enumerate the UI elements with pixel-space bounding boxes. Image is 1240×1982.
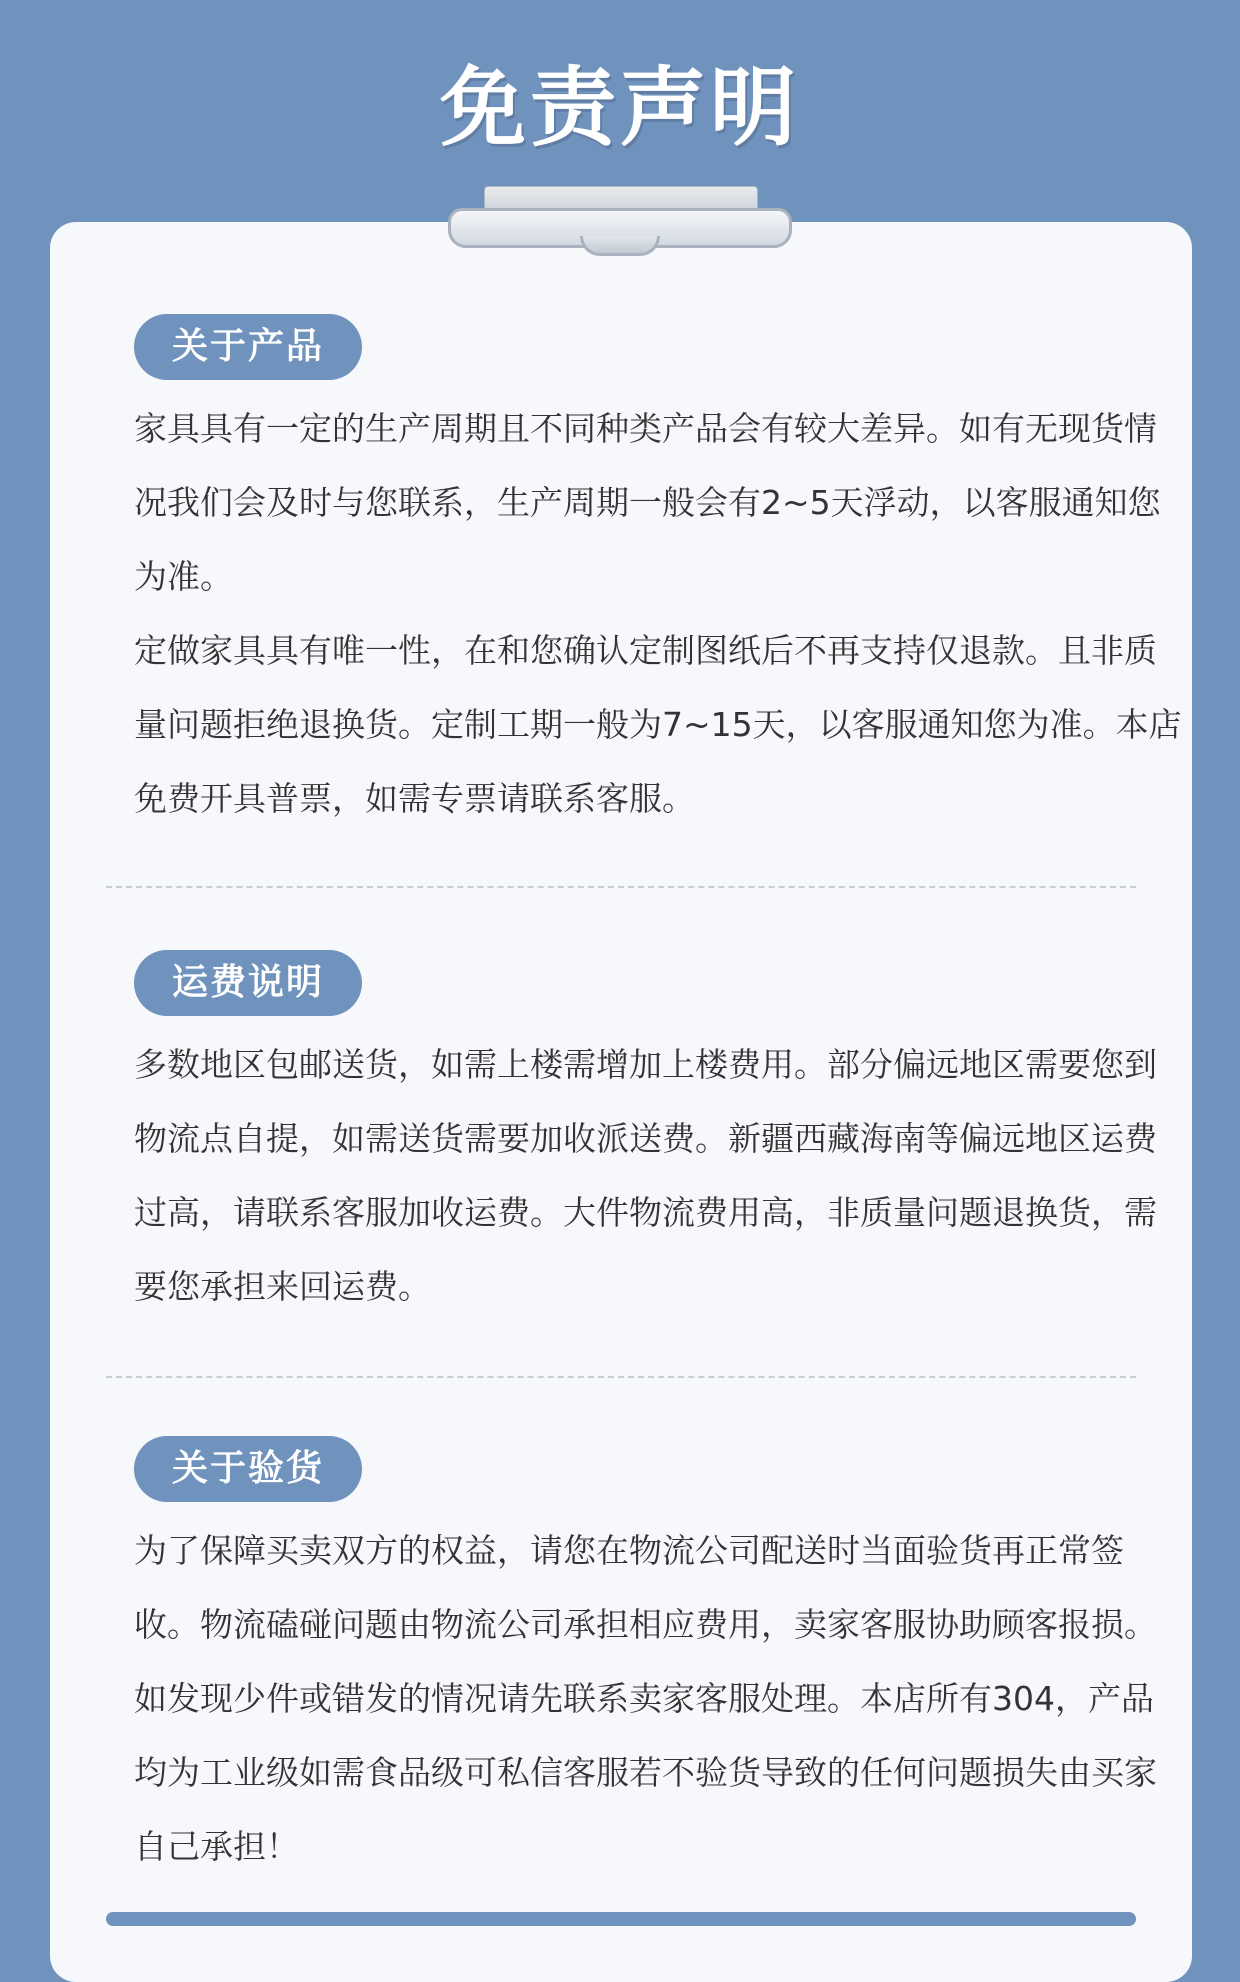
page-title: 免责声明 [440, 58, 800, 158]
section-heading-shipping: 运费说明 [134, 950, 362, 1016]
section-heading-product: 关于产品 [134, 314, 362, 380]
paragraph: 家具具有一定的生产周期且不同种类产品会有较大差异。如有无现货情况我们会及时与您联系，生产周期一般会有2~5天浮动，以客服通知您为准。 [134, 409, 1161, 596]
section-body-product [134, 392, 1184, 836]
section-shipping [134, 950, 1214, 1324]
paragraph: 多数地区包邮送货，如需上楼需增加上楼费用。部分偏远地区需要您到物流点自提，如需送货需要加收派送费。新疆西藏海南等偏远地区运费过高，请联系客服加收运费。大件物流费用高，非质量问题退换货，需要您承担来回运费。 [134, 1045, 1157, 1306]
dashed-divider [106, 886, 1136, 888]
section-heading-inspection: 关于验货 [134, 1436, 362, 1502]
section-body-inspection [134, 1514, 1184, 1884]
section-product [134, 314, 1214, 836]
section-body-shipping [134, 1028, 1184, 1324]
section-inspection [134, 1436, 1214, 1884]
paragraph: 定做家具具有唯一性，在和您确认定制图纸后不再支持仅退款。且非质量问题拒绝退换货。定制工期一般为7~15天，以客服通知您为准。本店免费开具普票，如需专票请联系客服。 [134, 631, 1182, 818]
bottom-bar [106, 1912, 1136, 1926]
dashed-divider [106, 1376, 1136, 1378]
paragraph: 为了保障买卖双方的权益，请您在物流公司配送时当面验货再正常签收。物流磕碰问题由物流公司承担相应费用，卖家客服协助顾客报损。如发现少件或错发的情况请先联系卖家客服处理。本店所有304，产品均为工业级如需食品级可私信客服若不验货导致的任何问题损失由买家自己承担！ [134, 1531, 1157, 1866]
clipboard-clip-icon [448, 186, 792, 266]
disclaimer-card [50, 222, 1192, 1982]
